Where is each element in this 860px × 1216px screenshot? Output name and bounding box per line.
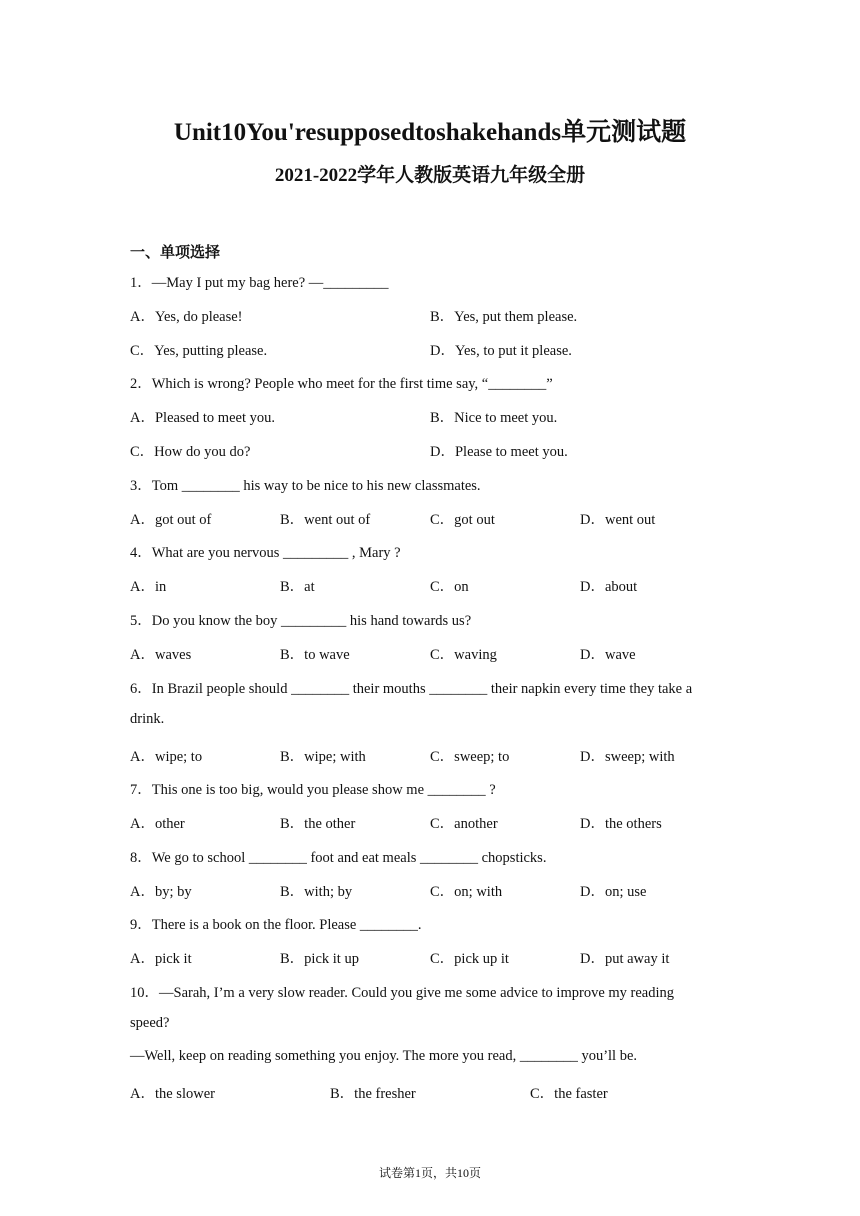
question-stem: 1．—May I put my bag here? —_________ — [130, 275, 389, 291]
answer-option: A．wipe; to — [130, 749, 203, 765]
answer-option: A．in — [130, 579, 167, 595]
answer-option: A．the slower — [130, 1086, 215, 1102]
answer-option: D．the others — [580, 816, 662, 832]
answer-option: B．at — [280, 579, 315, 595]
answer-option: A．pick it — [130, 951, 192, 967]
answer-option: B．Yes, put them please. — [430, 309, 578, 325]
question-stem: 5．Do you know the boy _________ his hand towards us? — [130, 613, 472, 629]
answer-option: B．the fresher — [330, 1086, 416, 1102]
question-stem: 7．This one is too big, would you please show me ________ ? — [130, 782, 496, 798]
answer-option: A．Yes, do please! — [130, 309, 243, 325]
answer-option: B．Nice to meet you. — [430, 410, 558, 426]
answer-option: D．Yes, to put it please. — [430, 343, 572, 359]
question-stem: 4．What are you nervous _________ , Mary ? — [130, 545, 401, 561]
question-stem: 10．—Sarah, I’m a very slow reader. Could you give me some advice to improve my reading — [130, 985, 675, 1001]
answer-option: D．went out — [580, 512, 656, 528]
question-stem: 9．There is a book on the floor. Please ________. — [130, 917, 422, 933]
answer-option: D．Please to meet you. — [430, 444, 568, 460]
answer-option: C．How do you do? — [130, 444, 251, 460]
question-stem: 8．We go to school ________ foot and eat meals ________ chopsticks. — [130, 850, 547, 866]
answer-option: B．to wave — [280, 647, 350, 663]
answer-option: A．other — [130, 816, 185, 832]
answer-option: C．Yes, putting please. — [130, 343, 268, 359]
answer-option: B．went out of — [280, 512, 371, 528]
answer-option: B．wipe; with — [280, 749, 366, 765]
question-stem: 3．Tom ________ his way to be nice to his new classmates. — [130, 478, 481, 494]
answer-option: A．got out of — [130, 512, 212, 528]
question-stem-continued: speed? — [130, 1015, 170, 1031]
section-heading: 一、单项选择 — [130, 243, 221, 261]
question-stem-continued: drink. — [130, 711, 165, 727]
answer-option: B．the other — [280, 816, 356, 832]
question-stem: 2．Which is wrong? People who meet for the first time say, “________” — [130, 376, 553, 392]
answer-option: D．put away it — [580, 951, 670, 967]
answer-option: C．got out — [430, 512, 495, 528]
answer-option: C．another — [430, 816, 498, 832]
answer-option: C．on; with — [430, 884, 503, 900]
document-subtitle: 2021-2022学年人教版英语九年级全册 — [274, 165, 586, 186]
answer-option: C．pick up it — [430, 951, 509, 967]
answer-option: D．sweep; with — [580, 749, 675, 765]
answer-option: A．waves — [130, 647, 192, 663]
question-dialogue-line: —Well, keep on reading something you enjoy. The more you read, ________ you’ll be. — [130, 1048, 638, 1064]
answer-option: A．by; by — [130, 884, 192, 900]
answer-option: D．about — [580, 579, 638, 595]
document-title: Unit10You'resupposedtoshakehands单元测试题 — [173, 119, 687, 146]
answer-option: C．the faster — [530, 1086, 608, 1102]
answer-option: D．on; use — [580, 884, 647, 900]
answer-option: C．sweep; to — [430, 749, 510, 765]
answer-option: B．pick it up — [280, 951, 359, 967]
answer-option: C．on — [430, 579, 469, 595]
question-stem: 6．In Brazil people should ________ their mouths ________ their napkin every time they take a — [130, 681, 693, 697]
answer-option: A．Pleased to meet you. — [130, 410, 275, 426]
answer-option: D．wave — [580, 647, 636, 663]
answer-option: B．with; by — [280, 884, 353, 900]
page-footer: 试卷第1页，共10页 — [378, 1166, 481, 1180]
answer-option: C．waving — [430, 647, 497, 663]
